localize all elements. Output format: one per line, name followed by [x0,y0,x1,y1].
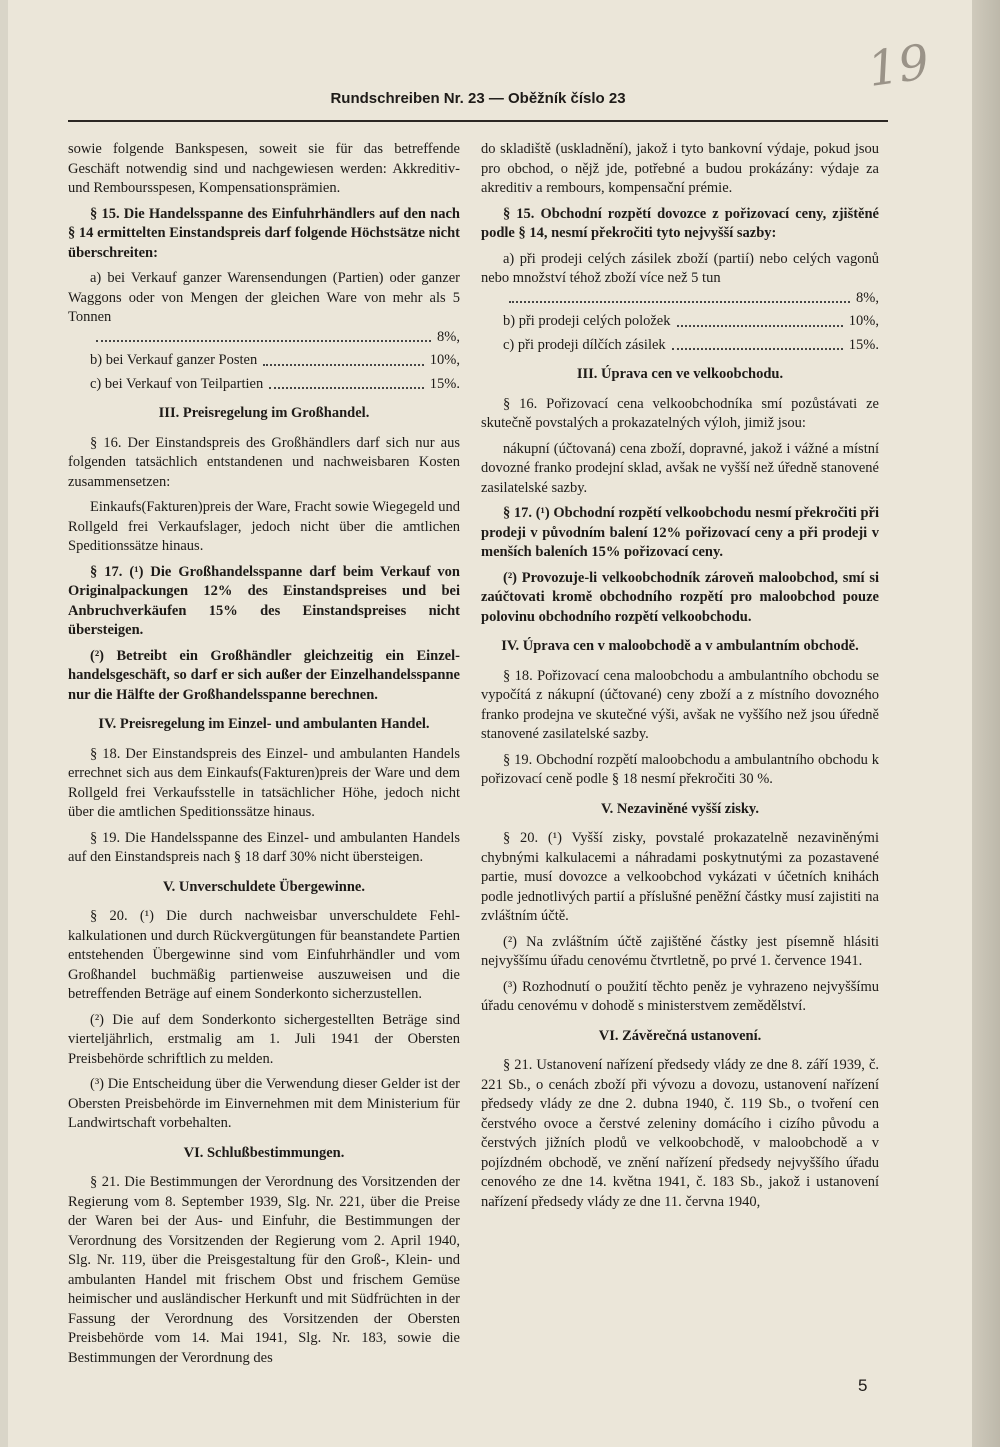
section-20-2: (²) Die auf dem Sonderkonto sichergestellten Beträge sind vierteljährlich, erstmalig am 1. Juli 1941 der Obersten Preisbehörde schriftlich zu melden. [68,1011,460,1067]
section-17-2: (²) Provozuje-li velkoobchodník zároveň maloobchod, smí si zaúčtovati kromě obchodního rozpětí pro maloobchod pouze polovinu obchodního rozpětí velkoobchodu. [481,569,879,625]
section-15: § 15. Die Handelsspanne des Einfuhrhändlers auf den nach § 14 ermittelten Einstandspreis darf folgende Höchstsätze nicht überschreiten: [68,205,460,261]
section-17-2: (²) Betreibt ein Großhändler gleichzeitig ein Einzelhandelsgeschäft, so darf er sich außer der Einzelhandelsspanne nur die Hälfte der Großhandelsspanne berechnen. [68,647,460,703]
section-20: § 20. (¹) Vyšší zisky, povstalé prokazatelně nezaviněnými chybnými kalkulacemi a náhradami poskytnutými za pozastavené partie, musí dovozce a velkoobchod vykázati v účetních knihách podle jednotlivých partií a příslušné peněžní částky musí zajistiti na zvláštním účtě. [481,830,879,924]
section-20: § 20. (¹) Die durch nachweisbar unverschuldete Fehlkalkulationen und durch Rückvergütungen für beanstandete Partien entstehenden Übergewinne sind vom Einfuhrhändler und vom Großhandel buchmäßig partienweise auszuweisen und die betreffenden Beträge auf einem Sonderkonto sicherzustellen. [68,908,460,1002]
section-heading: IV. Preisregelung im Einzel- und ambulanten Handel. [98,716,430,732]
section-17: § 17. (¹) Die Großhandelsspanne darf beim Verkauf von Originalpackungen 12% des Einstandspreises und bei Anbruchverkäufen 15% des Einstandspreises nicht übersteigen. [68,563,460,638]
section-15-item-a: a) bei Verkauf ganzer Warensendungen (Partien) oder ganzer Waggons oder von Mengen der gleichen Ware von mehr als 5 Tonnen [68,270,460,325]
section-21: § 21. Ustanovení nařízení předsedy vlády ze dne 8. září 1939, č. 221 Sb., o cenách zboží při vývozu a dovozu, ustanovení nařízení předsedy vlády ze dne 2. dubna 1940, č. 119 Sb., o tvoření cen čerstvého ovoce a čerstvé zeleniny domácího i cizího původu a čerstvých jižních plodů ve velkoobchodě, v maloobchodě a v pojízdném obchodě, ve znění nařízení předsedy nejvyššího úřadu cenového ze dne 14. května 1941, č. 183 Sb., jakož i ustanovení nařízení předsedy vlády ze dne 11. června 1940, [481,1057,879,1210]
section-19: § 19. Die Handelsspanne des Einzel- und ambulanten Handels auf den Einstandspreis nach § 18 darf 30% nicht übersteigen. [68,829,460,865]
section-18: § 18. Pořizovací cena maloobchodu a ambulantního obchodu se vypočítá z nákupní (účtované) ceny zboží a z místního dovozného franko prodejna ve skutečné výši, avšak ne vyššího než jsou úředně stanovené zasilatelské sazby. [481,667,879,742]
section-16-list: Einkaufs(Fakturen)preis der Ware, Fracht sowie Wiegegeld und Rollgeld frei Verkaufslager, jedoch nicht über die amtlichen Speditionssätze hinaus. [68,499,460,554]
rate-row-a: 8%, [68,328,460,348]
page-number: 5 [858,1376,868,1395]
section-heading: III. Úprava cen ve velkoobchodu. [576,366,784,382]
section-15: § 15. Obchodní rozpětí dovozce z pořizovací ceny, zjištěné podle § 14, nesmí překročiti tyto nejvyšší sazby: [481,205,879,241]
section-16: § 16. Der Einstandspreis des Großhändlers darf sich nur aus folgenden tatsächlich entstandenen und nachweisbaren Kosten zusammensetzen: [68,434,460,490]
rate-row-b: b) bei Verkauf ganzer Posten 10%, [90,352,460,368]
german-column [68,140,460,1374]
handwritten-annotation: 19 [864,34,933,98]
section-19: § 19. Obchodní rozpětí maloobchodu a ambulantního obchodu k pořizovací ceně podle § 18 nesmí překročiti 30 %. [481,751,879,787]
rate-row-c: c) při prodeji dílčích zásilek 15%. [503,336,879,353]
section-16-list: nákupní (účtovaná) cena zboží, dopravné, jakož i vážné a místní dovozné franko prodejní sklad, avšak ne vyšší než úředně stanovené zasilatelské sazby. [481,440,879,496]
section-20-3: (³) Die Entscheidung über die Verwendung dieser Gelder ist der Obersten Preisbehörde im Einvernehmen mit dem Ministerium für Landwirtschaft vorbehalten. [68,1076,460,1131]
section-16: § 16. Pořizovací cena velkoobchodníka smí pozůstávati ze skutečně povstalých a prokazatelných výloh, jimiž jsou: [481,395,879,431]
section-heading: V. Unverschuldete Übergewinne. [163,878,365,895]
running-header: Rundschreiben Nr. 23 — Oběžník číslo 23 [330,90,626,107]
rate-row-a: 8%, [481,289,879,309]
section-15-item-a: a) při prodeji celých zásilek zboží (partií) nebo celých vagonů nebo množství téhož zboží více než 5 tun [481,250,879,286]
header-rule [68,120,888,122]
section-20-3: (³) Rozhodnutí o použití těchto peněz je vyhrazeno nejvyššímu úřadu cenovému v dohodě s ministerstvem zemědělství. [481,978,879,1014]
section-20-2: (²) Na zvláštním účtě zajištěné částky jest písemně hlásiti nejvyššímu úřadu cenovému čtvrtletně, po prvé 1. července 1941. [481,933,879,969]
paragraph: do skladiště (uskladnění), jakož i tyto bankovní výdaje, pokud jsou pro obchod, o nějž jde, potřebné a budou prokázány: výdaje za akreditiv a rembours, kompensační prémie. [481,141,879,196]
czech-column [481,140,879,1218]
section-21: § 21. Die Bestimmungen der Verordnung des Vorsitzenden der Regierung vom 8. September 1939, Slg. Nr. 221, über die Preise der Waren bei der Aus- und Einfuhr, die Bestimmungen der Verordnung des Vorsitzenden der Regierung vom 2. April 1940, Slg. Nr. 119, über die Preisgestaltung für den Groß-, Klein- und ambulanten Handel mit frischem Obst und frischem Gemüse heimischer und ausländischer Herkunft und mit Südfrüchten in der Fassung der Verordnung des Vorsitzenden der Obersten Preisbehörde vom 14. Mai 1941, Slg. Nr. 183, sowie die Bestimmungen der Verordnung des [68,1174,460,1366]
section-heading: VI. Schlußbestimmungen. [183,1144,345,1161]
underlying-page-edge [972,0,1000,1447]
section-heading: III. Preisregelung im Großhandel. [158,405,370,421]
section-heading: VI. Závěrečná ustanovení. [598,1027,762,1044]
rate-row-b: b) při prodeji celých položek 10%, [503,313,879,329]
section-18: § 18. Der Einstandspreis des Einzel- und ambulanten Handels errechnet sich aus dem Einkaufs(Fakturen)preis der Ware und dem Rollgeld frei Verkaufsstelle in tatsächlicher Höhe, jedoch nicht über die amtlichen Speditionssätze hinaus. [68,745,460,820]
paragraph: sowie folgende Bankspesen, soweit sie für das betreffende Geschäft notwendig sind und nachgewiesen werden: Akkreditiv- und Remboursspesen, Kompensationsprämien. [68,141,460,196]
rate-row-c: c) bei Verkauf von Teilpartien 15%. [90,375,460,392]
section-heading: V. Nezaviněné vyšší zisky. [600,800,760,817]
section-17: § 17. (¹) Obchodní rozpětí velkoobchodu nesmí překročiti při prodeji v původním balení 12% pořizovací ceny a při prodeji v menších baleních 15% pořizovací ceny. [481,505,879,560]
section-heading: IV. Úprava cen v maloobchodě a v ambulantním obchodě. [501,638,859,654]
